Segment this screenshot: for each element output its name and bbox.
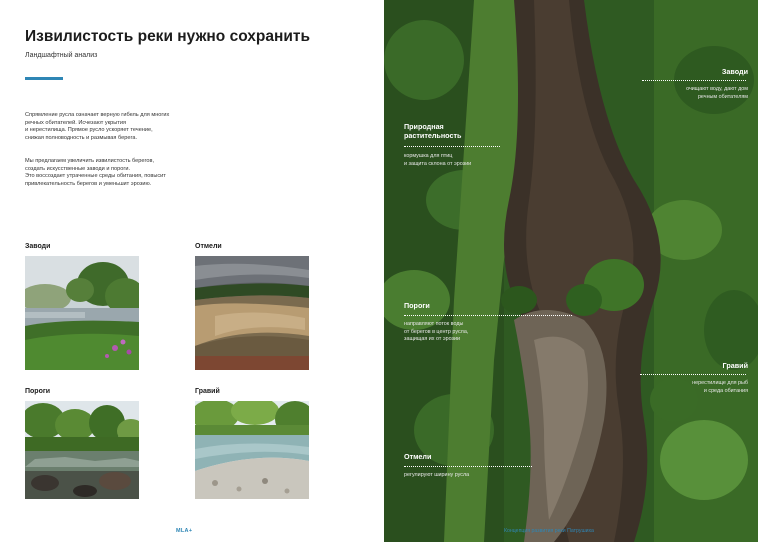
- page-footer: Концепция развития реки Патрушиха: [504, 528, 594, 534]
- dotted-leader-porogi: [404, 315, 572, 316]
- brand-logo: MLA+: [176, 528, 193, 534]
- aerial-river-photo: [384, 0, 758, 542]
- annotation-title-vegetation: Природная растительность: [404, 122, 462, 140]
- paragraph-line: Спрямление русла означает верную гибель для многих: [25, 112, 170, 118]
- page-title: Извилистость реки нужно сохранить: [25, 28, 310, 45]
- annotation-text-otmeli: регулируют ширину русла: [404, 472, 470, 478]
- photo-backwater: [25, 256, 139, 370]
- accent-bar: [25, 77, 63, 80]
- paragraph-line: создать искусственные заводи и пороги.: [25, 165, 131, 172]
- photo-gravel: [195, 401, 309, 499]
- page-subtitle: Ландшафтный анализ: [25, 52, 98, 59]
- photo-sandbar: [195, 256, 309, 370]
- paragraph-line: Мы предлагаем увеличить извилистость берегов,: [25, 158, 155, 164]
- paragraph-line: и нерестилища. Прямое русло ускоряет течение,: [25, 127, 153, 134]
- photo-rapids: [25, 401, 139, 499]
- annotation-text-porogi: направляют поток воды от берегов в центр русла, защищая их от эрозии: [404, 321, 469, 343]
- annotation-title-gravel: Гравий: [722, 361, 748, 370]
- gallery-label-otmeli: Отмели: [195, 243, 222, 250]
- gallery-label-porogi: Пороги: [25, 388, 51, 395]
- paragraph-line: привлекательность берегов и уменьшит эрозию.: [25, 180, 152, 187]
- annotation-title-porogi: Пороги: [404, 301, 430, 310]
- paragraph-line: речных обитателей. Исчезают укрытия: [25, 119, 126, 126]
- annotation-title-otmeli: Отмели: [404, 452, 432, 461]
- proposal-paragraph: [25, 158, 225, 188]
- gallery-label-zavodi: Заводи: [25, 243, 51, 250]
- annotation-text-zavodi: очищают воду, дают дом речным обитателям: [686, 86, 748, 100]
- paragraph-line: снижая полноводность и размывая берега.: [25, 134, 138, 141]
- dotted-leader-vegetation: [404, 146, 500, 147]
- annotation-title-zavodi: Заводи: [721, 67, 748, 76]
- dotted-leader-otmeli: [404, 466, 532, 467]
- dotted-leader-zavodi: [642, 80, 746, 81]
- paragraph-line: Это воссоздает утраченные среды обитания, повысит: [25, 173, 166, 180]
- gallery-label-gravii: Гравий: [195, 388, 220, 395]
- intro-paragraph: [25, 112, 225, 142]
- annotation-text-vegetation: кормушка для птиц и защита склона от эрозии: [404, 153, 472, 167]
- annotation-text-gravel: нерестилище для рыб и среда обитания: [692, 380, 748, 394]
- dotted-leader-gravel: [640, 374, 746, 375]
- right-page: [384, 0, 758, 542]
